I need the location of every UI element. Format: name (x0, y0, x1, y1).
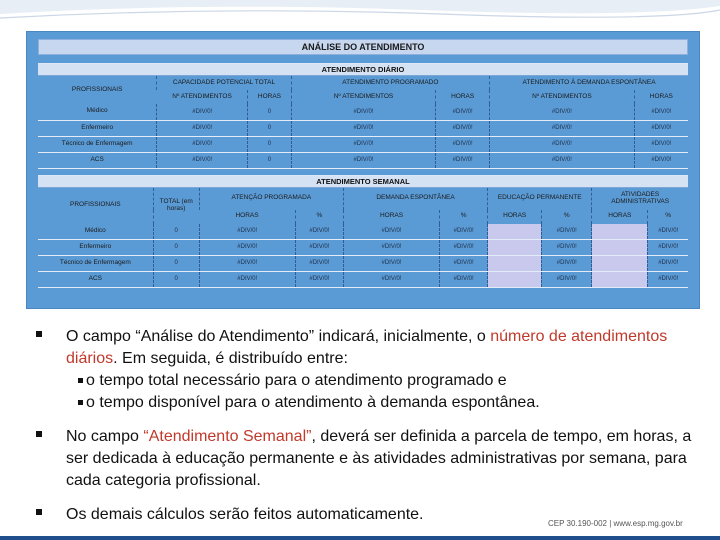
cell: #DIV/0! (648, 272, 688, 288)
col-header: HORAS (343, 210, 439, 224)
cell: #DIV/0! (295, 240, 343, 256)
cell: #DIV/0! (199, 224, 295, 240)
cell: #DIV/0! (542, 224, 592, 240)
highlight-text: número de atendimentos diários (66, 328, 668, 367)
square-bullet-icon (36, 509, 42, 515)
footer-bar (0, 536, 720, 540)
sub-bullet-text: o tempo total necessário para o atendimento programado e (86, 372, 507, 389)
cell: #DIV/0! (542, 272, 592, 288)
cell: #DIV/0! (490, 104, 635, 120)
cell: #DIV/0! (343, 256, 439, 272)
bullet-text: Os demais cálculos serão feitos automaticamente. (66, 506, 424, 523)
table-row (38, 152, 688, 168)
table-row (38, 240, 688, 256)
group-header: ATENDIMENTO À DEMANDA ESPONTÂNEA (490, 76, 688, 90)
cell: #DIV/0! (542, 240, 592, 256)
bullet-text: O campo “Análise do Atendimento” indicará, inicialmente, o (66, 328, 491, 345)
cell: #DIV/0! (490, 120, 635, 136)
square-bullet-icon (78, 378, 83, 383)
spreadsheet-screenshot (26, 31, 700, 309)
cell: 0 (153, 224, 199, 240)
cell: #DIV/0! (291, 104, 436, 120)
analysis-title: ANÁLISE DO ATENDIMENTO (38, 39, 688, 55)
cell: #DIV/0! (157, 136, 248, 152)
square-bullet-icon (36, 331, 42, 337)
bullet-text: , deverá ser definida a parcela de tempo, em horas, a ser dedicada à educação permanente e às atividades administrativas por semana, para cada categoria profissional. (66, 428, 692, 489)
table-row (38, 272, 688, 288)
input-cell[interactable] (592, 272, 648, 288)
cell: #DIV/0! (648, 256, 688, 272)
table-row (38, 120, 688, 136)
cell: #DIV/0! (343, 272, 439, 288)
input-cell[interactable] (488, 240, 542, 256)
cell: #DIV/0! (436, 120, 490, 136)
col-header: HORAS (592, 210, 648, 224)
col-header: % (440, 210, 488, 224)
col-header: Nº ATENDIMENTOS (172, 92, 232, 100)
sub-bullet (66, 370, 706, 392)
input-cell[interactable] (592, 240, 648, 256)
input-cell[interactable] (592, 224, 648, 240)
cell: #DIV/0! (343, 240, 439, 256)
weekly-section (38, 175, 688, 289)
cell: #DIV/0! (436, 104, 490, 120)
cell: #DIV/0! (634, 136, 688, 152)
col-header: Nº ATENDIMENTOS (291, 90, 436, 104)
cell: #DIV/0! (199, 256, 295, 272)
highlight-text: “Atendimento Semanal” (143, 428, 312, 445)
table-row (38, 224, 688, 240)
weekly-table (38, 188, 688, 289)
cell: 0 (153, 256, 199, 272)
table-row (38, 104, 688, 120)
square-bullet-icon (78, 400, 83, 405)
bullet-text: . Em seguida, é distribuído entre: (113, 350, 348, 367)
cell: #DIV/0! (291, 120, 436, 136)
bullet-item (36, 326, 706, 414)
cell: #DIV/0! (157, 104, 248, 120)
cell: 0 (248, 136, 291, 152)
cell: #DIV/0! (634, 152, 688, 168)
col-header: HORAS (248, 90, 291, 104)
cell: 0 (248, 104, 291, 120)
cell: #DIV/0! (440, 272, 488, 288)
prof-header: PROFISSIONAIS (71, 85, 123, 93)
bullet-item (36, 426, 706, 492)
cell: #DIV/0! (295, 256, 343, 272)
cell: #DIV/0! (291, 136, 436, 152)
cell: #DIV/0! (157, 120, 248, 136)
col-header: HORAS (488, 210, 542, 224)
weekly-title: ATENDIMENTO SEMANAL (38, 176, 688, 188)
table-row (38, 136, 688, 152)
cell: 0 (248, 152, 291, 168)
row-label: ACS (38, 152, 157, 168)
cell: 0 (153, 272, 199, 288)
input-cell[interactable] (592, 256, 648, 272)
bullet-text: No campo (66, 428, 144, 445)
row-label: Médico (38, 224, 153, 240)
cell: #DIV/0! (648, 240, 688, 256)
col-header: HORAS (436, 90, 490, 104)
row-label: Enfermeiro (38, 240, 153, 256)
group-header: ATENDIMENTO PROGRAMADO (291, 76, 489, 90)
col-header: % (295, 210, 343, 224)
group-header: DEMANDA ESPONTÂNEA (343, 188, 487, 210)
square-bullet-icon (36, 431, 42, 437)
cell: #DIV/0! (542, 256, 592, 272)
cell: #DIV/0! (291, 152, 436, 168)
footer-contact: CEP 30.190-002 | www.esp.mg.gov.br (548, 519, 683, 528)
cell: #DIV/0! (199, 272, 295, 288)
group-header: ATENÇÃO PROGRAMADA (199, 188, 343, 210)
group-header: EDUCAÇÃO PERMANENTE (488, 188, 592, 210)
row-label: Técnico de Enfermagem (38, 136, 157, 152)
row-label: Técnico de Enfermagem (38, 256, 153, 272)
daily-table (38, 76, 688, 169)
daily-section (38, 63, 688, 169)
cell: #DIV/0! (440, 256, 488, 272)
cell: 0 (248, 120, 291, 136)
cell: #DIV/0! (295, 224, 343, 240)
input-cell[interactable] (488, 224, 542, 240)
table-row (38, 256, 688, 272)
row-label: Médico (38, 104, 157, 120)
prof-header: PROFISSIONAIS (70, 201, 121, 209)
row-label: Enfermeiro (38, 120, 157, 136)
total-header: TOTAL (em horas) (153, 188, 199, 224)
daily-title: ATENDIMENTO DIÁRIO (38, 64, 688, 76)
cell: #DIV/0! (634, 120, 688, 136)
input-cell[interactable] (488, 272, 542, 288)
group-header: CAPACIDADE POTENCIAL TOTAL (157, 76, 291, 90)
cell: #DIV/0! (436, 136, 490, 152)
cell: #DIV/0! (436, 152, 490, 168)
group-header: ATIVIDADES ADMINISTRATIVAS (592, 188, 688, 210)
row-label: ACS (38, 272, 153, 288)
col-header: % (648, 210, 688, 224)
sub-bullet-text: o tempo disponível para o atendimento à demanda espontânea. (86, 394, 540, 411)
input-cell[interactable] (488, 256, 542, 272)
cell: #DIV/0! (490, 152, 635, 168)
col-header: HORAS (634, 90, 688, 104)
cell: #DIV/0! (648, 224, 688, 240)
cell: #DIV/0! (295, 272, 343, 288)
col-header: HORAS (235, 212, 259, 220)
cell: #DIV/0! (157, 152, 248, 168)
bullet-list (36, 326, 706, 538)
col-header: % (542, 210, 592, 224)
col-header: Nº ATENDIMENTOS (490, 90, 635, 104)
cell: #DIV/0! (440, 224, 488, 240)
cell: #DIV/0! (343, 224, 439, 240)
cell: #DIV/0! (490, 136, 635, 152)
cell: 0 (153, 240, 199, 256)
cell: #DIV/0! (634, 104, 688, 120)
header-swoosh (0, 0, 720, 28)
cell: #DIV/0! (199, 240, 295, 256)
cell: #DIV/0! (440, 240, 488, 256)
sub-bullet (66, 392, 706, 414)
